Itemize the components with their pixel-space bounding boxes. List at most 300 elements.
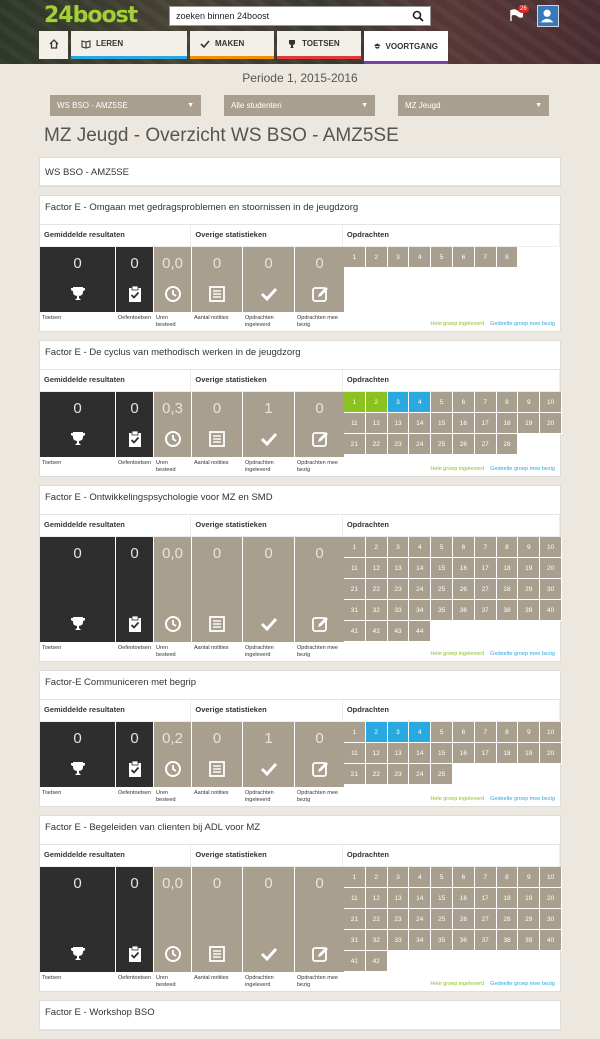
assignment-legend [430,466,555,472]
assignment-cell[interactable]: 11 [344,743,366,764]
factor-title[interactable]: Factor E - Workshop BSO [40,1001,560,1030]
assignment-cell[interactable]: 26 [453,434,475,455]
assignment-cell[interactable]: 26 [453,909,475,930]
column-header: Opdrachten [343,515,560,536]
assignment-cell[interactable]: 13 [388,888,410,909]
user-menu-button[interactable] [537,5,559,27]
assignment-cell[interactable]: 8 [497,537,519,558]
assignment-cell[interactable]: 4 [409,537,431,558]
assignment-cell[interactable]: 22 [366,909,388,930]
assignment-grid [344,537,562,642]
assignment-cell[interactable]: 3 [388,392,410,413]
column-header: Overige statistieken [191,845,342,866]
stat-value: 0 [315,255,324,272]
stat-label: Aantal notities [194,645,229,651]
assignment-cell[interactable]: 37 [475,930,497,951]
column-header: Overige statistieken [191,515,342,536]
trophy-icon [69,430,87,448]
column-header: Overige statistieken [191,225,342,246]
notes-icon [208,760,226,778]
assignment-cell[interactable]: 20 [540,558,562,579]
home-icon [49,39,59,49]
assignment-cell[interactable]: 3 [388,247,410,268]
assignment-cell[interactable]: 1 [344,867,366,888]
legend-busy: Gedeelte groep mee bezig [490,466,555,472]
notes-icon [208,285,226,303]
stat-label: Oefentoetsen [118,460,152,466]
legend-done: Hele groep ingeleverd [430,466,485,472]
column-header: Opdrachten [343,370,560,391]
stat-label: Oefentoetsen [118,315,152,321]
clipboard-check-icon [126,615,144,633]
assignment-cell[interactable]: 20 [540,413,562,434]
stat-label: Opdrachten ingeleverd [245,790,274,803]
assignment-cell[interactable]: 23 [388,764,410,785]
assignment-cell[interactable]: 25 [431,434,453,455]
assignment-cell[interactable]: 34 [409,600,431,621]
assignment-cell[interactable]: 33 [388,930,410,951]
assignment-cell[interactable]: 21 [344,579,366,600]
column-header: Gemiddelde resultaten [40,700,191,721]
trophy-icon [287,39,297,49]
stat-label: Aantal notities [194,790,229,796]
assignment-cell[interactable]: 19 [518,413,540,434]
assignment-cell[interactable]: 26 [453,579,475,600]
stat-ingeleverd [243,537,294,642]
assignment-cell[interactable]: 22 [366,764,388,785]
assignment-cell[interactable]: 6 [453,392,475,413]
factor-title[interactable]: Factor E - Ontwikkelingspsychologie voor MZ en SMD [40,486,560,515]
assignment-cell[interactable]: 25 [431,764,453,785]
assignment-cell[interactable]: 16 [453,743,475,764]
assignment-cell[interactable]: 11 [344,558,366,579]
factor-card [39,1000,561,1031]
assignment-cell[interactable]: 40 [540,930,562,951]
stat-uren [154,867,191,972]
assignment-cell[interactable]: 6 [453,537,475,558]
stat-value: 0,0 [162,875,183,892]
assignment-cell[interactable]: 14 [409,743,431,764]
stat-label: Opdrachten ingeleverd [245,645,274,658]
assignment-cell[interactable]: 1 [344,247,366,268]
assignment-cell[interactable]: 19 [518,743,540,764]
assignment-cell[interactable]: 42 [366,951,388,972]
trophy-icon [69,615,87,633]
assignment-cell[interactable]: 9 [518,537,540,558]
assignment-cell[interactable]: 17 [475,743,497,764]
assignment-cell[interactable]: 28 [497,434,519,455]
assignment-cell[interactable]: 7 [475,867,497,888]
stat-toetsen [40,537,115,642]
clock-icon [164,615,182,633]
stat-oefentoetsen [116,537,153,642]
assignment-cell[interactable]: 12 [366,743,388,764]
stat-label: Uren besteed [156,460,176,473]
assignment-cell[interactable]: 37 [475,600,497,621]
search-box[interactable] [169,6,431,26]
assignment-cell[interactable]: 12 [366,888,388,909]
stat-value: 0 [264,255,273,272]
edit-icon [311,760,329,778]
assignment-grid [344,867,562,972]
column-header: Gemiddelde resultaten [40,225,191,246]
assignment-cell[interactable]: 13 [388,743,410,764]
group-select[interactable] [398,95,549,116]
assignment-cell[interactable]: 12 [366,413,388,434]
column-header: Gemiddelde resultaten [40,845,191,866]
assignment-cell[interactable]: 24 [409,764,431,785]
assignment-cell[interactable]: 14 [409,558,431,579]
checkmark-icon [260,760,278,778]
legend-busy: Gedeelte groep mee bezig [490,981,555,987]
assignment-cell[interactable]: 28 [497,909,519,930]
dropdown-arrow-icon: ▼ [535,102,542,109]
assignment-cell[interactable]: 9 [518,722,540,743]
assignment-cell[interactable]: 21 [344,909,366,930]
stat-bezig [295,537,344,642]
stat-value: 0 [212,730,222,747]
stat-value: 0 [315,400,324,417]
stat-value: 0 [130,255,139,272]
assignment-cell[interactable]: 7 [475,537,497,558]
assignment-cell[interactable]: 13 [388,558,410,579]
trophy-icon [69,945,87,963]
overview-container [39,157,561,1039]
assignment-cell[interactable]: 4 [409,722,431,743]
assignment-cell[interactable]: 35 [431,600,453,621]
course-box-title: WS BSO - AMZ5SE [40,158,560,186]
assignment-cell[interactable]: 24 [409,434,431,455]
assignment-cell[interactable]: 30 [540,579,562,600]
assignment-cell[interactable]: 42 [366,621,388,642]
assignment-cell[interactable]: 18 [497,558,519,579]
stat-value: 0,2 [162,730,183,747]
assignment-cell[interactable]: 31 [344,930,366,951]
assignment-cell[interactable]: 33 [388,600,410,621]
stat-uren [154,537,191,642]
assignment-cell[interactable]: 38 [497,600,519,621]
assignment-cell[interactable]: 40 [540,600,562,621]
column-header: Overige statistieken [191,370,342,391]
dropdown-arrow-icon: ▼ [187,102,194,109]
checkmark-icon [260,430,278,448]
course-box [39,157,561,187]
assignment-legend [430,651,555,657]
logo[interactable]: 24boost [44,3,138,28]
clipboard-check-icon [126,760,144,778]
edit-icon [311,615,329,633]
stat-notities [192,867,242,972]
stat-value: 0 [73,875,82,892]
graduation-cap-icon [374,41,381,51]
assignment-cell[interactable]: 2 [366,247,388,268]
assignment-cell[interactable]: 32 [366,600,388,621]
assignment-cell[interactable]: 6 [453,867,475,888]
stat-oefentoetsen [116,392,153,457]
assignment-cell[interactable]: 15 [431,413,453,434]
assignment-cell[interactable]: 10 [540,537,562,558]
assignment-cell[interactable]: 4 [409,247,431,268]
user-icon [538,6,558,26]
assignment-legend [430,321,555,327]
stat-value: 0 [73,545,82,562]
assignment-cell[interactable]: 15 [431,558,453,579]
clipboard-check-icon [126,945,144,963]
assignment-cell[interactable]: 20 [540,888,562,909]
stat-bezig [295,722,344,787]
stat-ingeleverd [243,722,294,787]
assignment-cell[interactable]: 5 [431,867,453,888]
assignment-cell[interactable]: 15 [431,743,453,764]
assignment-cell[interactable]: 20 [540,743,562,764]
stat-value: 0 [130,545,139,562]
assignment-cell[interactable]: 41 [344,951,366,972]
assignment-cell[interactable]: 11 [344,413,366,434]
column-header: Gemiddelde resultaten [40,370,191,391]
stat-label: Opdrachten mee bezig [297,460,338,473]
assignment-cell[interactable]: 9 [518,867,540,888]
assignment-cell[interactable]: 10 [540,722,562,743]
tab-voortgang[interactable] [364,31,448,64]
assignment-cell[interactable]: 29 [518,579,540,600]
edit-icon [311,285,329,303]
stat-value: 1 [264,730,273,747]
assignment-cell[interactable]: 6 [453,247,475,268]
assignment-cell[interactable]: 11 [344,888,366,909]
tab-leren[interactable] [71,31,187,59]
factor-card [39,670,561,807]
assignment-cell[interactable]: 15 [431,888,453,909]
tab-toetsen[interactable] [277,31,361,59]
legend-busy: Gedeelte groep mee bezig [490,651,555,657]
assignment-cell[interactable]: 22 [366,579,388,600]
legend-done: Hele groep ingeleverd [430,651,485,657]
edit-icon [311,430,329,448]
clipboard-check-icon [126,285,144,303]
stat-value: 0 [212,255,222,272]
stat-value: 0 [315,730,324,747]
factor-card [39,195,561,332]
assignment-cell[interactable]: 7 [475,722,497,743]
tab-maken-label: MAKEN [215,39,245,48]
assignment-cell[interactable]: 27 [475,909,497,930]
stat-notities [192,392,242,457]
stat-label: Opdrachten mee bezig [297,315,338,328]
stat-value: 0 [73,255,82,272]
clock-icon [164,945,182,963]
assignment-cell[interactable]: 22 [366,434,388,455]
trophy-icon [69,760,87,778]
students-select[interactable] [224,95,375,116]
assignment-cell[interactable]: 4 [409,867,431,888]
stat-label: Oefentoetsen [118,975,152,981]
assignment-cell[interactable]: 4 [409,392,431,413]
assignment-cell[interactable]: 10 [540,392,562,413]
assignment-cell[interactable]: 36 [453,600,475,621]
stat-label: Toetsen [42,315,62,321]
assignment-legend [430,981,555,987]
assignment-cell[interactable]: 10 [540,867,562,888]
stat-uren [154,247,191,312]
assignment-cell[interactable]: 34 [409,930,431,951]
column-header: Opdrachten [343,225,560,246]
assignment-cell[interactable]: 13 [388,413,410,434]
tab-toetsen-label: TOETSEN [302,39,340,48]
assignment-cell[interactable]: 21 [344,764,366,785]
assignment-cell[interactable]: 5 [431,392,453,413]
assignment-cell[interactable]: 16 [453,558,475,579]
factor-card [39,340,561,477]
tab-home[interactable] [39,31,68,59]
book-icon [81,39,91,49]
factor-title[interactable]: Factor-E Communiceren met begrip [40,671,560,700]
clock-icon [164,285,182,303]
assignment-cell[interactable]: 17 [475,888,497,909]
stat-label: Opdrachten mee bezig [297,645,338,658]
assignment-cell[interactable]: 7 [475,247,497,268]
assignment-cell[interactable]: 8 [497,392,519,413]
assignment-cell[interactable]: 2 [366,867,388,888]
assignment-cell[interactable]: 18 [497,888,519,909]
assignment-cell[interactable]: 1 [344,392,366,413]
assignment-cell[interactable]: 1 [344,537,366,558]
assignment-cell[interactable]: 30 [540,909,562,930]
legend-done: Hele groep ingeleverd [430,321,485,327]
assignment-cell[interactable]: 16 [453,888,475,909]
stat-label: Aantal notities [194,460,229,466]
assignment-cell[interactable]: 14 [409,888,431,909]
factor-title[interactable]: Factor E - Begeleiden van clienten bij ADL voor MZ [40,816,560,845]
course-select-value: WS BSO - AMZ5SE [57,101,128,110]
assignment-cell[interactable]: 31 [344,600,366,621]
assignment-cell[interactable]: 27 [475,579,497,600]
assignment-cell[interactable]: 14 [409,413,431,434]
assignment-cell[interactable]: 5 [431,537,453,558]
factor-card [39,815,561,992]
assignment-grid [344,392,562,455]
assignment-cell[interactable]: 18 [497,413,519,434]
stat-bezig [295,247,344,312]
assignment-cell[interactable]: 25 [431,579,453,600]
factor-title[interactable]: Factor E - Omgaan met gedragsproblemen en stoornissen in de jeugdzorg [40,196,560,225]
assignment-cell[interactable]: 41 [344,621,366,642]
column-header: Overige statistieken [191,700,342,721]
assignment-cell[interactable]: 3 [388,537,410,558]
assignment-cell[interactable]: 44 [409,621,431,642]
group-select-value: MZ Jeugd [405,101,441,110]
stat-value: 0 [212,400,222,417]
students-select-value: Alle studenten [231,101,282,110]
assignment-cell[interactable]: 1 [344,722,366,743]
search-input[interactable] [170,7,400,25]
assignment-cell[interactable]: 8 [497,247,519,268]
stat-label: Opdrachten ingeleverd [245,460,274,473]
assignment-cell[interactable]: 19 [518,558,540,579]
stat-value: 0 [73,400,82,417]
clipboard-check-icon [126,430,144,448]
factor-card [39,485,561,662]
assignment-cell[interactable]: 23 [388,579,410,600]
factor-title[interactable]: Factor E - De cyclus van methodisch werken in de jeugdzorg [40,341,560,370]
assignment-cell[interactable]: 5 [431,722,453,743]
assignment-cell[interactable]: 43 [388,621,410,642]
stat-label: Oefentoetsen [118,645,152,651]
stat-label: Aantal notities [194,315,229,321]
assignment-cell[interactable]: 17 [475,558,497,579]
stat-value: 0 [73,730,82,747]
stat-uren [154,722,191,787]
assignment-cell[interactable]: 8 [497,722,519,743]
assignment-cell[interactable]: 29 [518,909,540,930]
assignment-cell[interactable]: 16 [453,413,475,434]
assignment-cell[interactable]: 39 [518,600,540,621]
notes-icon [208,945,226,963]
stat-ingeleverd [243,247,294,312]
assignment-cell[interactable]: 23 [388,434,410,455]
stat-notities [192,247,242,312]
stat-label: Toetsen [42,975,62,981]
stat-bezig [295,392,344,457]
assignment-cell[interactable]: 21 [344,434,366,455]
stat-notities [192,722,242,787]
assignment-cell[interactable]: 18 [497,743,519,764]
assignment-cell[interactable]: 6 [453,722,475,743]
assignment-cell[interactable]: 2 [366,722,388,743]
stat-label: Aantal notities [194,975,229,981]
stat-ingeleverd [243,392,294,457]
assignment-cell[interactable]: 3 [388,722,410,743]
assignment-grid [344,247,562,268]
assignment-cell[interactable]: 39 [518,930,540,951]
check-icon [200,39,210,49]
assignment-cell[interactable]: 35 [431,930,453,951]
checkmark-icon [260,285,278,303]
assignment-cell[interactable]: 19 [518,888,540,909]
assignment-cell[interactable]: 9 [518,392,540,413]
assignment-cell[interactable]: 2 [366,392,388,413]
assignment-cell[interactable]: 3 [388,867,410,888]
assignment-cell[interactable]: 8 [497,867,519,888]
assignment-cell[interactable]: 24 [409,909,431,930]
assignment-cell[interactable]: 24 [409,579,431,600]
assignment-cell[interactable]: 27 [475,434,497,455]
page-title: MZ Jeugd - Overzicht WS BSO - AMZ5SE [44,125,399,146]
legend-done: Hele groep ingeleverd [430,981,485,987]
assignment-cell[interactable]: 12 [366,558,388,579]
filter-bar [0,95,600,125]
search-icon[interactable] [412,10,424,22]
assignment-cell[interactable]: 23 [388,909,410,930]
assignment-cell[interactable]: 28 [497,579,519,600]
stat-value: 0 [130,400,139,417]
assignment-cell[interactable]: 36 [453,930,475,951]
assignment-cell[interactable]: 38 [497,930,519,951]
assignment-cell[interactable]: 32 [366,930,388,951]
assignment-cell[interactable]: 25 [431,909,453,930]
assignment-cell[interactable]: 5 [431,247,453,268]
stat-value: 0 [130,875,139,892]
assignment-cell[interactable]: 7 [475,392,497,413]
course-select[interactable] [50,95,201,116]
assignment-cell[interactable]: 2 [366,537,388,558]
notification-count-badge: 26 [520,6,527,12]
assignment-cell[interactable]: 17 [475,413,497,434]
assignment-legend [430,796,555,802]
stat-label: Opdrachten mee bezig [297,790,338,803]
main-nav [39,31,448,64]
factor-list [39,195,561,1031]
tab-maken[interactable] [190,31,274,59]
